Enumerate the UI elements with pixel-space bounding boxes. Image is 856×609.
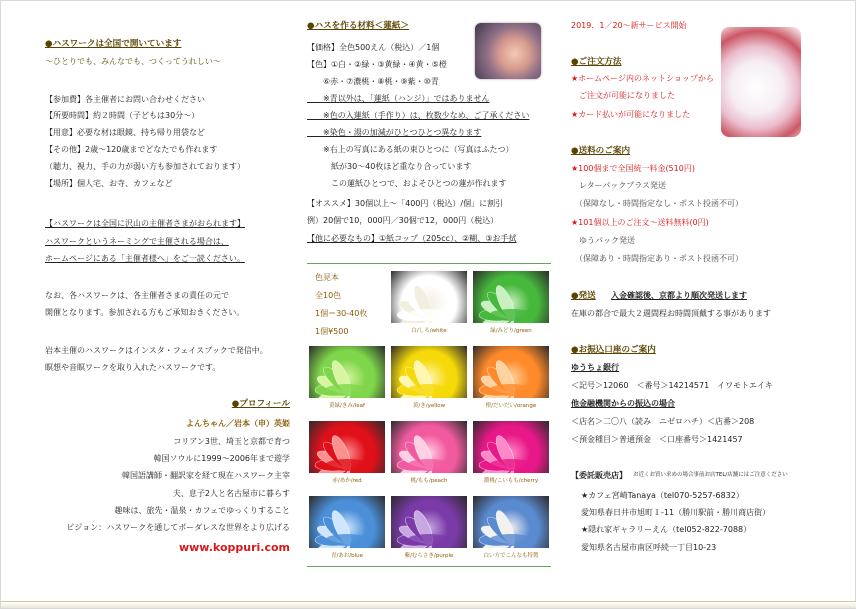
dispatch-line: 在庫の都合で最大２週間程お時間頂戴する事があります bbox=[571, 309, 771, 318]
left-heading: ●ハスワークは全国で開いています bbox=[45, 39, 182, 49]
bank-line: ＜記号＞12060 ＜番号＞14214571 イワモトエイキ bbox=[571, 381, 773, 390]
note-line: 紙が30～40枚ほど重なり合っています bbox=[307, 162, 472, 171]
lotus-icon bbox=[473, 271, 549, 323]
store-heading: 【委託販売店】 bbox=[571, 471, 627, 480]
shipping-heading: ●送料のご案内 bbox=[571, 146, 631, 156]
organizer-line: ホームページにある「主催者様へ」をご一読ください。 bbox=[45, 254, 245, 263]
swatch-photo bbox=[473, 346, 549, 398]
page-ruler bbox=[1, 601, 856, 608]
left-subheading: ～ひとりでも、みんなでも、つくってうれしい～ bbox=[45, 57, 221, 66]
order-line: ★カード払いが可能になりました bbox=[571, 110, 691, 119]
profile-line: 夫、息子2人と名古屋市に暮らす bbox=[172, 489, 290, 498]
swatch-photo bbox=[309, 421, 385, 473]
store-line: ★カフェ宮崎Tanaya（tel070-5257-6832） bbox=[581, 491, 744, 500]
bank-line: 他金融機関からの振込の場合 bbox=[571, 399, 675, 408]
order-line: ★ホームページ内のネットショップから bbox=[571, 74, 714, 83]
website-link[interactable]: www.koppuri.com bbox=[178, 541, 290, 554]
notice-line: 開催となります。参加される方もご承知おきください。 bbox=[45, 308, 245, 317]
sns-line: 瞑想や音瞑ワークを取り入れたハスワークです。 bbox=[45, 363, 221, 372]
color-swatch bbox=[389, 492, 469, 564]
info-line: 【場所】個人宅、お寺、カフェなど bbox=[45, 179, 173, 188]
swatch-photo bbox=[309, 346, 385, 398]
color-swatch bbox=[471, 417, 551, 489]
swatch-label: 白い方でこんなも特製 bbox=[483, 553, 539, 559]
swatch-label: 黄/き/yellow bbox=[412, 403, 446, 409]
info-line: 【参加費】各主催者にお問い合わせください bbox=[45, 95, 205, 104]
lotus-icon bbox=[309, 496, 385, 548]
note-line: ※染色・湯の加減がひとつひとつ異なります bbox=[307, 128, 482, 137]
sample-info-line: 全10色 bbox=[315, 291, 342, 300]
swatch-photo bbox=[473, 271, 549, 323]
swatch-label: 紫/むらさき/purple bbox=[404, 553, 454, 559]
color-swatch bbox=[389, 342, 469, 414]
swatch-photo bbox=[391, 496, 467, 548]
color-sample-grid bbox=[307, 267, 551, 567]
store-line: 愛知県春日井市旭町１-11（勝川駅前・勝川商店街） bbox=[581, 508, 771, 517]
organizer-line: ハスワークというネーミングで主催される場合は、 bbox=[45, 237, 229, 246]
profile-line: ビジョン：ハスワークを通してボーダレスな世界をより広げる bbox=[66, 523, 290, 532]
swatch-photo bbox=[309, 496, 385, 548]
profile-heading: ●プロフィール bbox=[231, 399, 290, 409]
divider bbox=[307, 566, 551, 567]
info-line: （聴力、視力、手の力が弱い方も参加されております） bbox=[45, 162, 245, 171]
lotus-photo bbox=[721, 27, 801, 137]
color-swatch bbox=[307, 342, 387, 414]
swatch-photo bbox=[391, 271, 467, 323]
shipping-line: ★100個まで全国統一料金(510円) bbox=[571, 164, 695, 173]
lotus-icon bbox=[473, 421, 549, 473]
info-line: 【用意】必要な材は眼鏡、持ち帰り用袋など bbox=[45, 128, 205, 137]
color-swatch bbox=[471, 492, 551, 564]
note-line: ※色の入蓮紙（手作り）は、枚数少なめ、ご了承ください bbox=[307, 111, 530, 120]
sample-info-line: 1個¥500 bbox=[315, 327, 349, 336]
info-line: 【所要時間】約２時間（子どもは30分～） bbox=[45, 111, 200, 120]
store-line: ★隠れ家ギャラリーえん（tel052-822-7088） bbox=[581, 525, 752, 534]
color-line: 【色】①白・②緑・③黄緑・④黄・⑤橙 bbox=[307, 60, 447, 69]
lotus-icon bbox=[391, 271, 467, 323]
shipping-line: ゆうパック発送 bbox=[571, 236, 635, 245]
lotus-icon bbox=[309, 346, 385, 398]
lotus-icon bbox=[473, 496, 549, 548]
lotus-icon bbox=[391, 346, 467, 398]
swatch-label: 青/あお/blue bbox=[330, 553, 364, 559]
shipping-line: （保障なし・時間指定なし・ポスト投函不可） bbox=[571, 199, 743, 208]
price-line: 【価格】全色500えん（税込）／1個 bbox=[307, 43, 440, 52]
profile-line: 趣味は、旅先・温泉・カフェでゆっくりすること bbox=[114, 506, 290, 515]
shipping-line: レターパックプラス発送 bbox=[571, 181, 667, 190]
organizer-line: 【ハスワークは全国に沢山の主催者さまがおられます】 bbox=[45, 219, 245, 228]
sns-line: 岩本主催のハスワークはインスタ・フェイスブックで発信中。 bbox=[45, 346, 268, 355]
sample-info-line: 1個＝30-40枚 bbox=[315, 309, 368, 318]
note-line: ※青以外は、「蓮紙（ハンジ）」ではありません bbox=[307, 94, 490, 103]
order-line: ご注文が可能になりました bbox=[571, 91, 675, 100]
dispatch-heading: ●発送 bbox=[571, 291, 596, 301]
swatch-photo bbox=[473, 421, 549, 473]
dispatch-note: 入金確認後、京都より順次発送します bbox=[611, 291, 747, 300]
note-line: ※右上の写真にある紙の束ひとつに（写真はふたつ） bbox=[307, 145, 514, 154]
color-swatch bbox=[307, 417, 387, 489]
sample-info-line: 色見本 bbox=[315, 273, 339, 282]
swatch-label: 濃桃/こいもも/cherry bbox=[483, 478, 539, 484]
swatch-label: 赤/あか/red bbox=[332, 478, 362, 484]
lotus-icon bbox=[309, 421, 385, 473]
color-line: ⑥赤・⑦濃桃・⑧桃・⑨紫・⑩青 bbox=[307, 77, 439, 86]
recommend-line: 【オススメ】30個以上～「400円（税込）/個」に割引 bbox=[307, 199, 504, 208]
store-note: お近くお買い求めの場合事前お店TEL/店舗にはご注意ください bbox=[633, 472, 788, 478]
divider bbox=[307, 263, 551, 264]
swatch-label: 緑/みどり/green bbox=[490, 328, 532, 334]
note-line: この蓮紙ひとつで、およそひとつの蓮が作れます bbox=[307, 179, 507, 188]
bank-heading: ●お振込口座のご案内 bbox=[571, 345, 656, 355]
color-swatch bbox=[389, 267, 469, 339]
profile-line: 韓国語講師・翻訳家を経て現在ハスワーク主宰 bbox=[122, 471, 290, 480]
lotus-paper-photo bbox=[475, 23, 541, 79]
swatch-label: 桃/もも/peach bbox=[410, 478, 448, 484]
profile-name: よんちゃん／岩本（申）英姫 bbox=[186, 419, 290, 428]
swatch-label: 橙/だいだい/orange bbox=[485, 403, 537, 409]
swatch-photo bbox=[391, 421, 467, 473]
lotus-icon bbox=[391, 496, 467, 548]
lotus-icon bbox=[391, 421, 467, 473]
swatch-photo bbox=[473, 496, 549, 548]
shipping-line: ★101個以上のご注文～送料無料(0円) bbox=[571, 218, 709, 227]
info-line: 【その他】2歳～120歳までどなたでも作れます bbox=[45, 145, 218, 154]
bank-line: ＜店名＞二〇八（読み ニゼロハチ）＜店番＞208 bbox=[571, 417, 755, 426]
bank-line: ＜預金種目＞普通預金 ＜口座番号＞1421457 bbox=[571, 435, 743, 444]
bank-line: ゆうちょ銀行 bbox=[571, 363, 619, 372]
materials-heading: ●ハスを作る材料＜蓮紙＞ bbox=[307, 21, 410, 31]
color-swatch bbox=[471, 342, 551, 414]
lotus-icon bbox=[473, 346, 549, 398]
color-swatch bbox=[471, 267, 551, 339]
color-swatch bbox=[307, 492, 387, 564]
swatch-photo bbox=[391, 346, 467, 398]
notice-line: なお、各ハスワークは、各主催者さまの責任の元で bbox=[45, 291, 229, 300]
store-line: 愛知県名古屋市南区呼続一丁目10-23 bbox=[581, 543, 717, 552]
example-line: 例）20個で10，000円／30個で12，000円（税込） bbox=[307, 216, 499, 225]
new-service-date: 2019．1／20～新サービス開始 bbox=[571, 21, 687, 30]
supplies-line: 【他に必要なもの】①紙コップ（205cc）、②糊、③お手拭 bbox=[307, 234, 517, 243]
color-swatch bbox=[389, 417, 469, 489]
swatch-label: 黄緑/きみ/leaf bbox=[329, 403, 365, 409]
order-heading: ●ご注文方法 bbox=[571, 57, 622, 67]
sample-info-cell bbox=[307, 267, 387, 339]
profile-line: コリアン3世、埼玉と京都で育つ bbox=[173, 437, 290, 446]
swatch-label: 白/しろ/white bbox=[411, 328, 447, 334]
shipping-line: （保障あり・時間指定あり・ポスト投函不可） bbox=[571, 254, 743, 263]
profile-line: 韓国ソウルに1999～2006年まで遊学 bbox=[153, 454, 290, 463]
